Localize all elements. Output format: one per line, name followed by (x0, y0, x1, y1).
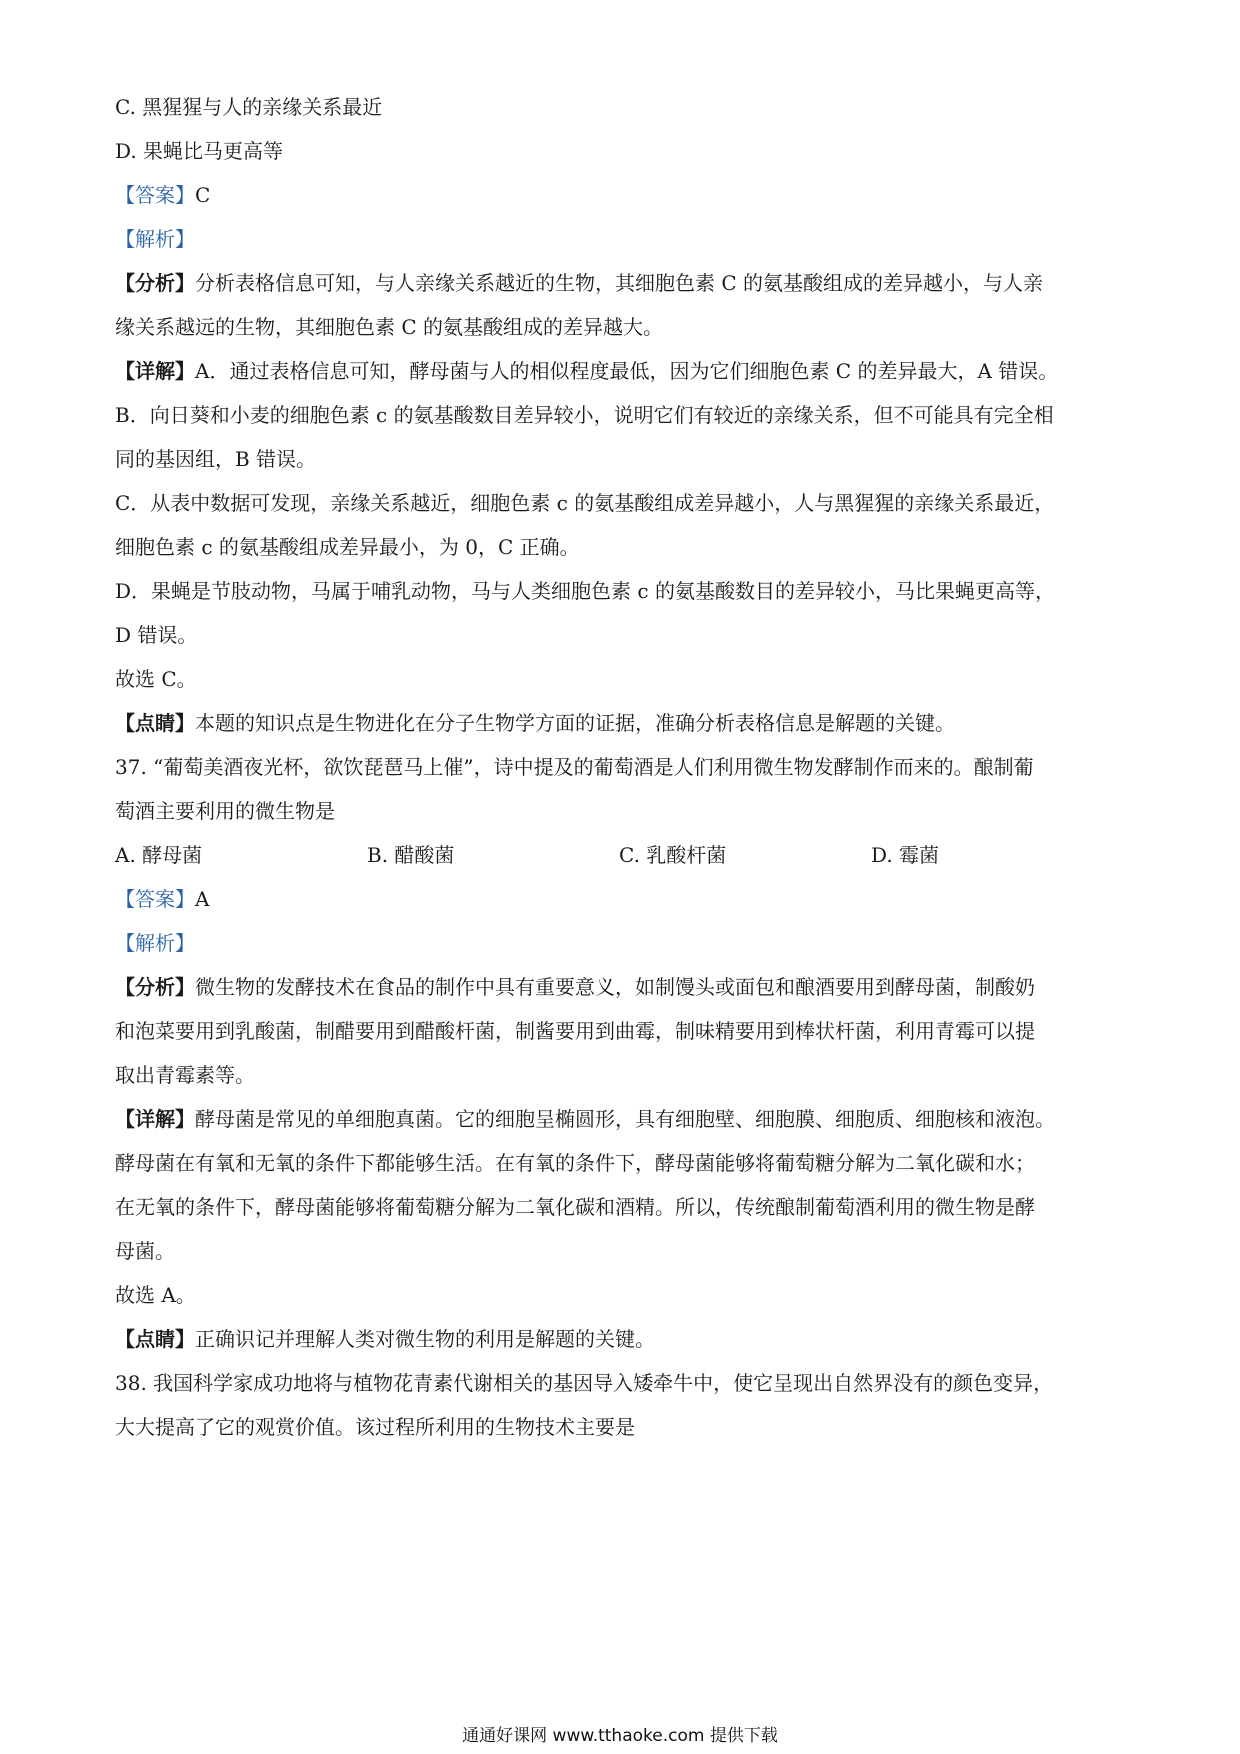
xiangjie-tag: 【详解】 (115, 359, 195, 383)
q36-analysis-tag: 【解析】 (115, 227, 195, 251)
fenxi-tag: 【分析】 (115, 271, 195, 295)
fenxi-tag: 【分析】 (115, 975, 195, 999)
answer-value: C (195, 183, 211, 207)
q38-stem-line-1: 38. 我国科学家成功地将与植物花青素代谢相关的基因导入矮牵牛中，使它呈现出自然界没有的颜色变异， (115, 1371, 1054, 1395)
q37-option-a: A. 酵母菌 (115, 843, 203, 867)
answer-tag: 【答案】 (115, 183, 195, 207)
q37-xiangjie-line-1: 【详解】酵母菌是常见的单细胞真菌。它的细胞呈椭圆形，具有细胞壁、细胞膜、细胞质、细胞核和液泡。 (115, 1107, 1055, 1131)
q36-fenxi-line-2: 缘关系越远的生物，其细胞色素 C 的氨基酸组成的差异越大。 (115, 315, 664, 339)
dianjing-tag: 【点睛】 (115, 711, 195, 735)
q37-choose: 故选 A。 (115, 1283, 196, 1307)
q37-xiangjie-line-3: 在无氧的条件下，酵母菌能够将葡萄糖分解为二氧化碳和酒精。所以，传统酿制葡萄酒利用的微生物是酵 (115, 1195, 1035, 1219)
q37-fenxi-line-3: 取出青霉素等。 (115, 1063, 255, 1087)
q36-dianjing: 【点睛】本题的知识点是生物进化在分子生物学方面的证据，准确分析表格信息是解题的关键。 (115, 711, 955, 735)
q37-option-c: C. 乳酸杆菌 (619, 843, 727, 867)
q37-xiangjie-line-2: 酵母菌在有氧和无氧的条件下都能够生活。在有氧的条件下，酵母菌能够将葡萄糖分解为二氧化碳和水； (115, 1151, 1035, 1175)
q36-xiangjie-line-4: C．从表中数据可发现，亲缘关系越近，细胞色素 c 的氨基酸组成差异越小，人与黑猩猩的亲缘关系最近， (115, 491, 1055, 515)
q36-xiangjie-line-5: 细胞色素 c 的氨基酸组成差异最小，为 0，C 正确。 (115, 535, 580, 559)
q36-answer (115, 181, 1135, 209)
q36-xiangjie-line-3: 同的基因组，B 错误。 (115, 447, 317, 471)
q38-stem-line-2: 大大提高了它的观赏价值。该过程所利用的生物技术主要是 (115, 1415, 635, 1439)
q37-fenxi-line-2: 和泡菜要用到乳酸菌，制醋要用到醋酸杆菌，制酱要用到曲霉，制味精要用到棒状杆菌，利用青霉可以提 (115, 1019, 1035, 1043)
q37-dianjing: 【点睛】正确识记并理解人类对微生物的利用是解题的关键。 (115, 1327, 655, 1351)
q37-option-d: D. 霉菌 (871, 843, 940, 867)
q37-answer (115, 885, 1135, 913)
q36-fenxi-line-1: 【分析】分析表格信息可知，与人亲缘关系越近的生物，其细胞色素 C 的氨基酸组成的差异越小，与人亲 (115, 271, 1044, 295)
q37-analysis-tag: 【解析】 (115, 931, 195, 955)
q37-stem-line-2: 萄酒主要利用的微生物是 (115, 799, 335, 823)
q37-options (115, 841, 1135, 869)
q37-xiangjie-line-4: 母菌。 (115, 1239, 175, 1263)
q36-xiangjie-line-7: D 错误。 (115, 623, 198, 647)
q36-choose: 故选 C。 (115, 667, 197, 691)
q37-option-b: B. 醋酸菌 (367, 843, 455, 867)
q36-xiangjie-line-1: 【详解】A．通过表格信息可知，酵母菌与人的相似程度最低，因为它们细胞色素 C 的差异最大，A 错误。 (115, 359, 1059, 383)
answer-tag: 【答案】 (115, 887, 195, 911)
xiangjie-tag: 【详解】 (115, 1107, 195, 1131)
q36-xiangjie-line-2: B．向日葵和小麦的细胞色素 c 的氨基酸数目差异较小，说明它们有较近的亲缘关系，但不可能具有完全相 (115, 403, 1054, 427)
q37-fenxi-line-1: 【分析】微生物的发酵技术在食品的制作中具有重要意义，如制馒头或面包和酿酒要用到酵母菌，制酸奶 (115, 975, 1035, 999)
q36-option-c: C. 黑猩猩与人的亲缘关系最近 (115, 95, 383, 119)
q36-xiangjie-line-6: D．果蝇是节肢动物，马属于哺乳动物，马与人类细胞色素 c 的氨基酸数目的差异较小，马比果蝇更高等， (115, 579, 1055, 603)
answer-value: A (195, 887, 210, 911)
dianjing-tag: 【点睛】 (115, 1327, 195, 1351)
q37-stem-line-1: 37. “葡萄美酒夜光杯，欲饮琵琶马上催”，诗中提及的葡萄酒是人们利用微生物发酵制作而来的。酿制葡 (115, 755, 1034, 779)
page-footer: 通通好课网 www.tthaoke.com 提供下载 (462, 1726, 778, 1746)
q36-option-d: D. 果蝇比马更高等 (115, 139, 284, 163)
